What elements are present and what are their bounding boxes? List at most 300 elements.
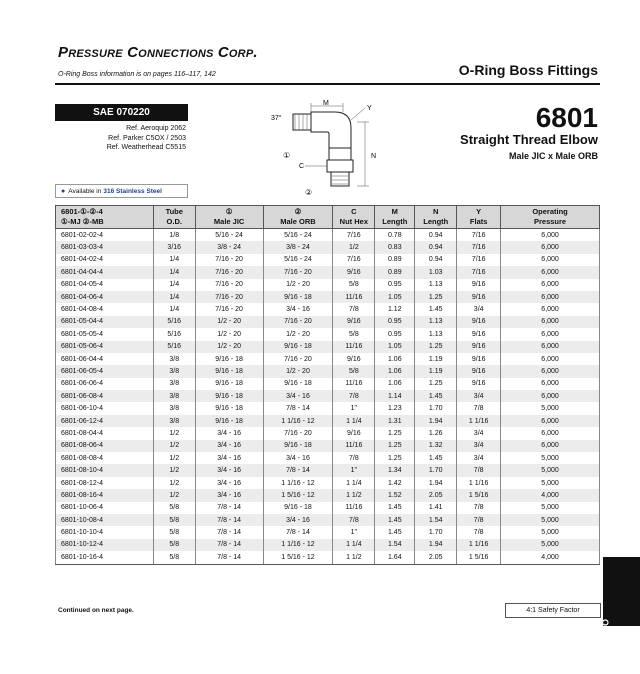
cell-male-orb: 5/16 - 24: [263, 254, 333, 266]
section-title: O-Ring Boss Fittings: [458, 62, 598, 78]
cell-nut-hex: 7/16: [333, 229, 375, 242]
table-row: [56, 514, 600, 526]
cell-male-orb: 3/4 - 16: [263, 452, 333, 464]
cell-flats-y: 7/8: [457, 402, 501, 414]
cell-nut-hex: 11/16: [333, 440, 375, 452]
col-header-hex: C Nut Hex: [333, 206, 375, 229]
info-note: O-Ring Boss information is on pages 116–117, 142: [58, 71, 216, 78]
cell-length-m: 1.45: [375, 526, 415, 538]
cell-nut-hex: 9/16: [333, 266, 375, 278]
cell-male-orb: 7/8 - 14: [263, 464, 333, 476]
cell-flats-y: 1 5/16: [457, 489, 501, 501]
cell-part-number: 6801-10-08-4: [56, 514, 154, 526]
cell-part-number: 6801-08-06-4: [56, 440, 154, 452]
cell-part-number: 6801-05-05-4: [56, 328, 154, 340]
cell-operating-pressure: 6,000: [501, 378, 600, 390]
cell-length-m: 1.05: [375, 291, 415, 303]
cell-operating-pressure: 6,000: [501, 390, 600, 402]
product-title: Straight Thread Elbow: [460, 132, 598, 147]
cell-flats-y: 9/16: [457, 365, 501, 377]
cell-flats-y: 7/8: [457, 502, 501, 514]
cell-flats-y: 7/16: [457, 254, 501, 266]
table-row: [56, 254, 600, 266]
cell-length-n: 1.45: [415, 390, 457, 402]
cell-length-n: 1.70: [415, 526, 457, 538]
cell-nut-hex: 7/8: [333, 390, 375, 402]
cell-flats-y: 1 1/16: [457, 415, 501, 427]
cell-flats-y: 7/16: [457, 229, 501, 242]
cell-nut-hex: 7/8: [333, 514, 375, 526]
cell-nut-hex: 1 1/4: [333, 415, 375, 427]
cell-part-number: 6801-04-06-4: [56, 291, 154, 303]
cell-male-jic: 7/16 - 20: [195, 254, 263, 266]
cell-operating-pressure: 5,000: [501, 464, 600, 476]
cell-male-orb: 1 1/16 - 12: [263, 539, 333, 551]
table-row: [56, 526, 600, 538]
cell-flats-y: 7/8: [457, 526, 501, 538]
table-row: [56, 464, 600, 476]
table-row: [56, 489, 600, 501]
cell-male-jic: 9/16 - 18: [195, 378, 263, 390]
cell-male-jic: 7/16 - 20: [195, 291, 263, 303]
table-row: [56, 341, 600, 353]
table-row: [56, 316, 600, 328]
cell-male-orb: 9/16 - 18: [263, 502, 333, 514]
cell-length-n: 1.19: [415, 365, 457, 377]
continued-note: Continued on next page.: [58, 607, 134, 614]
cell-operating-pressure: 4,000: [501, 489, 600, 501]
cell-male-orb: 7/8 - 14: [263, 402, 333, 414]
cell-length-m: 1.34: [375, 464, 415, 476]
cell-operating-pressure: 5,000: [501, 539, 600, 551]
cell-length-n: 0.94: [415, 254, 457, 266]
cell-tube-od: 5/8: [153, 551, 195, 564]
cell-flats-y: 1 1/16: [457, 477, 501, 489]
cell-male-orb: 7/16 - 20: [263, 427, 333, 439]
cell-male-orb: 9/16 - 18: [263, 440, 333, 452]
cell-tube-od: 3/8: [153, 378, 195, 390]
cell-male-jic: 9/16 - 18: [195, 402, 263, 414]
cell-flats-y: 9/16: [457, 279, 501, 291]
cell-tube-od: 5/8: [153, 539, 195, 551]
sae-label: SAE 070220: [55, 104, 188, 121]
cell-tube-od: 5/8: [153, 514, 195, 526]
table-row: [56, 427, 600, 439]
cell-operating-pressure: 4,000: [501, 551, 600, 564]
cell-operating-pressure: 6,000: [501, 353, 600, 365]
reference-line: Ref. Parker C5OX / 2503: [108, 134, 186, 142]
cell-male-jic: 7/8 - 14: [195, 539, 263, 551]
cell-tube-od: 3/8: [153, 353, 195, 365]
cell-tube-od: 5/8: [153, 526, 195, 538]
cell-part-number: 6801-06-04-4: [56, 353, 154, 365]
cell-length-n: 1.25: [415, 291, 457, 303]
cell-part-number: 6801-10-10-4: [56, 526, 154, 538]
spec-table: [55, 205, 600, 565]
cell-male-jic: 3/8 - 24: [195, 241, 263, 253]
cell-operating-pressure: 6,000: [501, 427, 600, 439]
cell-tube-od: 1/2: [153, 427, 195, 439]
cell-male-jic: 1/2 - 20: [195, 341, 263, 353]
col-header-orb: ② Male ORB: [263, 206, 333, 229]
cell-male-jic: 3/4 - 16: [195, 464, 263, 476]
cell-male-jic: 7/8 - 14: [195, 514, 263, 526]
y-label: Y: [367, 105, 372, 112]
table-row: [56, 452, 600, 464]
cell-tube-od: 1/4: [153, 266, 195, 278]
cell-flats-y: 1 5/16: [457, 551, 501, 564]
cell-length-n: 1.13: [415, 316, 457, 328]
cell-length-n: 0.94: [415, 241, 457, 253]
cell-male-jic: 7/8 - 14: [195, 526, 263, 538]
cell-length-n: 2.05: [415, 551, 457, 564]
part-number: 6801: [535, 102, 598, 133]
cell-tube-od: 5/16: [153, 341, 195, 353]
cell-part-number: 6801-08-16-4: [56, 489, 154, 501]
cell-nut-hex: 5/8: [333, 279, 375, 291]
table-row: [56, 390, 600, 402]
angle-label: 37°: [271, 115, 282, 122]
cell-male-orb: 9/16 - 18: [263, 291, 333, 303]
cell-length-n: 1.94: [415, 477, 457, 489]
cell-length-m: 1.45: [375, 502, 415, 514]
cell-nut-hex: 1": [333, 526, 375, 538]
cell-length-m: 1.06: [375, 353, 415, 365]
cell-length-n: 1.32: [415, 440, 457, 452]
cell-operating-pressure: 5,000: [501, 452, 600, 464]
cell-flats-y: 9/16: [457, 378, 501, 390]
table-row: [56, 365, 600, 377]
cell-tube-od: 5/16: [153, 316, 195, 328]
cell-nut-hex: 1 1/2: [333, 489, 375, 501]
col-header-y: Y Flats: [457, 206, 501, 229]
cell-operating-pressure: 6,000: [501, 241, 600, 253]
product-subtitle: Male JIC x Male ORB: [508, 151, 598, 161]
cell-tube-od: 1/4: [153, 291, 195, 303]
cell-nut-hex: 9/16: [333, 353, 375, 365]
cell-male-orb: 1 1/16 - 12: [263, 415, 333, 427]
cell-part-number: 6801-02-02-4: [56, 229, 154, 242]
cell-operating-pressure: 6,000: [501, 440, 600, 452]
cell-part-number: 6801-08-04-4: [56, 427, 154, 439]
cell-male-jic: 1/2 - 20: [195, 316, 263, 328]
cell-flats-y: 9/16: [457, 316, 501, 328]
port-two-label: ②: [305, 188, 313, 197]
cell-male-orb: 9/16 - 18: [263, 341, 333, 353]
cell-part-number: 6801-04-02-4: [56, 254, 154, 266]
cell-length-m: 1.12: [375, 303, 415, 315]
cell-length-m: 0.78: [375, 229, 415, 242]
cell-length-m: 0.89: [375, 266, 415, 278]
cell-nut-hex: 11/16: [333, 502, 375, 514]
cell-part-number: 6801-03-03-4: [56, 241, 154, 253]
cell-length-m: 1.25: [375, 452, 415, 464]
cell-nut-hex: 5/8: [333, 328, 375, 340]
cell-length-m: 1.45: [375, 514, 415, 526]
cell-male-jic: 3/4 - 16: [195, 440, 263, 452]
cell-nut-hex: 5/8: [333, 365, 375, 377]
cell-length-n: 1.19: [415, 353, 457, 365]
cell-part-number: 6801-10-06-4: [56, 502, 154, 514]
cell-male-orb: 5/16 - 24: [263, 229, 333, 242]
cell-length-m: 1.06: [375, 378, 415, 390]
cell-length-n: 1.70: [415, 402, 457, 414]
header-row: [56, 206, 600, 229]
cell-length-n: 2.05: [415, 489, 457, 501]
cell-tube-od: 1/2: [153, 452, 195, 464]
col-header-part: 6801-①-②-4 ①-MJ ②-MB: [56, 206, 154, 229]
table-row: [56, 328, 600, 340]
availability-material: 316 Stainless Steel: [103, 187, 162, 195]
cell-part-number: 6801-05-04-4: [56, 316, 154, 328]
cell-length-m: 1.64: [375, 551, 415, 564]
cell-length-m: 1.25: [375, 427, 415, 439]
reference-line: Ref. Aeroquip 2062: [126, 125, 186, 132]
cell-length-n: 1.45: [415, 303, 457, 315]
cell-length-n: 1.70: [415, 464, 457, 476]
safety-factor: 4:1 Safety Factor: [505, 603, 601, 618]
cell-male-jic: 3/4 - 16: [195, 452, 263, 464]
cell-length-m: 0.95: [375, 316, 415, 328]
cell-tube-od: 5/16: [153, 328, 195, 340]
col-header-pressure: Operating Pressure: [501, 206, 600, 229]
col-header-jic: ① Male JIC: [195, 206, 263, 229]
cell-operating-pressure: 6,000: [501, 316, 600, 328]
side-tab: [600, 557, 640, 674]
cell-flats-y: 9/16: [457, 353, 501, 365]
col-header-m: M Length: [375, 206, 415, 229]
cell-male-orb: 7/8 - 14: [263, 526, 333, 538]
cell-length-m: 0.83: [375, 241, 415, 253]
cell-male-jic: 9/16 - 18: [195, 365, 263, 377]
table-row: [56, 229, 600, 242]
table-row: [56, 279, 600, 291]
cell-part-number: 6801-10-16-4: [56, 551, 154, 564]
cell-male-jic: 7/16 - 20: [195, 303, 263, 315]
cell-length-m: 1.54: [375, 539, 415, 551]
cell-operating-pressure: 5,000: [501, 526, 600, 538]
cell-part-number: 6801-10-12-4: [56, 539, 154, 551]
cell-part-number: 6801-04-08-4: [56, 303, 154, 315]
cell-part-number: 6801-04-04-4: [56, 266, 154, 278]
cell-flats-y: 1 1/16: [457, 539, 501, 551]
company-name: Pressure Connections Corp.: [58, 44, 258, 61]
cell-tube-od: 1/2: [153, 489, 195, 501]
cell-nut-hex: 7/8: [333, 452, 375, 464]
cell-nut-hex: 1": [333, 402, 375, 414]
cell-nut-hex: 9/16: [333, 316, 375, 328]
cell-part-number: 6801-04-05-4: [56, 279, 154, 291]
bullet-icon: ●: [61, 187, 66, 195]
cell-tube-od: 3/8: [153, 415, 195, 427]
cell-male-orb: 7/16 - 20: [263, 316, 333, 328]
cell-length-m: 0.95: [375, 279, 415, 291]
cell-length-n: 1.13: [415, 279, 457, 291]
cell-part-number: 6801-06-10-4: [56, 402, 154, 414]
cell-tube-od: 1/2: [153, 464, 195, 476]
cell-male-jic: 7/8 - 14: [195, 502, 263, 514]
cell-flats-y: 3/4: [457, 390, 501, 402]
cell-tube-od: 1/4: [153, 254, 195, 266]
cell-length-m: 1.25: [375, 440, 415, 452]
cell-part-number: 6801-06-12-4: [56, 415, 154, 427]
cell-operating-pressure: 5,000: [501, 402, 600, 414]
cell-length-n: 1.13: [415, 328, 457, 340]
cell-male-jic: 7/16 - 20: [195, 279, 263, 291]
cell-male-orb: 1 5/16 - 12: [263, 489, 333, 501]
cell-tube-od: 3/16: [153, 241, 195, 253]
cell-length-n: 1.26: [415, 427, 457, 439]
cell-length-n: 1.54: [415, 514, 457, 526]
cell-operating-pressure: 6,000: [501, 266, 600, 278]
cell-male-orb: 1/2 - 20: [263, 279, 333, 291]
cell-male-orb: 7/16 - 20: [263, 266, 333, 278]
cell-part-number: 6801-08-10-4: [56, 464, 154, 476]
cell-operating-pressure: 6,000: [501, 415, 600, 427]
cell-nut-hex: 7/8: [333, 303, 375, 315]
n-label: N: [371, 153, 377, 160]
cell-male-jic: 5/16 - 24: [195, 229, 263, 242]
cell-part-number: 6801-08-08-4: [56, 452, 154, 464]
cell-operating-pressure: 5,000: [501, 514, 600, 526]
cell-part-number: 6801-06-08-4: [56, 390, 154, 402]
cell-male-orb: 1/2 - 20: [263, 328, 333, 340]
cell-tube-od: 3/8: [153, 390, 195, 402]
cell-length-n: 1.94: [415, 415, 457, 427]
cell-nut-hex: 1": [333, 464, 375, 476]
cell-flats-y: 3/4: [457, 452, 501, 464]
references: [55, 124, 188, 153]
cell-flats-y: 7/8: [457, 514, 501, 526]
cell-tube-od: 1/8: [153, 229, 195, 242]
reference-line: Ref. Weatherhead C5515: [106, 144, 186, 151]
cell-tube-od: 1/2: [153, 440, 195, 452]
table-row: [56, 477, 600, 489]
cell-operating-pressure: 6,000: [501, 254, 600, 266]
cell-part-number: 6801-06-05-4: [56, 365, 154, 377]
cell-length-m: 1.42: [375, 477, 415, 489]
cell-tube-od: 1/4: [153, 279, 195, 291]
table-row: [56, 291, 600, 303]
col-header-n: N Length: [415, 206, 457, 229]
cell-length-n: 1.94: [415, 539, 457, 551]
cell-tube-od: 3/8: [153, 365, 195, 377]
cell-flats-y: 9/16: [457, 291, 501, 303]
cell-length-n: 1.25: [415, 341, 457, 353]
cell-length-m: 1.52: [375, 489, 415, 501]
side-tab-label: O-Ring Boss: [600, 619, 610, 674]
cell-male-jic: 7/8 - 14: [195, 551, 263, 564]
table-row: [56, 551, 600, 564]
cell-male-jic: 1/2 - 20: [195, 328, 263, 340]
cell-operating-pressure: 6,000: [501, 229, 600, 242]
cell-nut-hex: 1/2: [333, 241, 375, 253]
cell-operating-pressure: 5,000: [501, 502, 600, 514]
cell-nut-hex: 1 1/2: [333, 551, 375, 564]
cell-length-m: 1.14: [375, 390, 415, 402]
table-row: [56, 502, 600, 514]
table-row: [56, 415, 600, 427]
cell-nut-hex: 1 1/4: [333, 477, 375, 489]
cell-nut-hex: 11/16: [333, 378, 375, 390]
cell-length-m: 1.06: [375, 365, 415, 377]
table-row: [56, 241, 600, 253]
cell-flats-y: 9/16: [457, 328, 501, 340]
cell-male-jic: 9/16 - 18: [195, 353, 263, 365]
cell-male-jic: 3/4 - 16: [195, 477, 263, 489]
cell-flats-y: 3/4: [457, 440, 501, 452]
cell-male-orb: 9/16 - 18: [263, 378, 333, 390]
cell-nut-hex: 11/16: [333, 291, 375, 303]
cell-nut-hex: 9/16: [333, 427, 375, 439]
cell-male-jic: 3/4 - 16: [195, 427, 263, 439]
col-header-tube: Tube O.D.: [153, 206, 195, 229]
table-row: [56, 353, 600, 365]
cell-part-number: 6801-05-06-4: [56, 341, 154, 353]
cell-tube-od: 1/4: [153, 303, 195, 315]
port-one-label: ①: [283, 151, 291, 160]
cell-length-m: 1.31: [375, 415, 415, 427]
table-row: [56, 402, 600, 414]
table-row: [56, 378, 600, 390]
cell-length-n: 1.41: [415, 502, 457, 514]
header-rule: [55, 83, 600, 85]
cell-length-n: 1.03: [415, 266, 457, 278]
cell-length-n: 1.25: [415, 378, 457, 390]
cell-male-orb: 7/16 - 20: [263, 353, 333, 365]
cell-length-m: 0.89: [375, 254, 415, 266]
availability-prefix: Available in: [68, 187, 102, 195]
cell-male-orb: 1/2 - 20: [263, 365, 333, 377]
cell-flats-y: 7/16: [457, 266, 501, 278]
cell-length-n: 0.94: [415, 229, 457, 242]
elbow-diagram: [265, 100, 395, 200]
c-label: C: [299, 163, 305, 170]
cell-flats-y: 3/4: [457, 427, 501, 439]
cell-tube-od: 5/8: [153, 502, 195, 514]
cell-tube-od: 3/8: [153, 402, 195, 414]
table-row: [56, 266, 600, 278]
cell-length-m: 1.23: [375, 402, 415, 414]
cell-length-m: 1.05: [375, 341, 415, 353]
cell-part-number: 6801-06-06-4: [56, 378, 154, 390]
cell-male-jic: 7/16 - 20: [195, 266, 263, 278]
cell-nut-hex: 1 1/4: [333, 539, 375, 551]
cell-tube-od: 1/2: [153, 477, 195, 489]
cell-operating-pressure: 6,000: [501, 365, 600, 377]
cell-part-number: 6801-08-12-4: [56, 477, 154, 489]
cell-male-orb: 3/4 - 16: [263, 390, 333, 402]
cell-length-m: 0.95: [375, 328, 415, 340]
cell-male-jic: 9/16 - 18: [195, 415, 263, 427]
cell-flats-y: 3/4: [457, 303, 501, 315]
table-row: [56, 539, 600, 551]
cell-male-jic: 3/4 - 16: [195, 489, 263, 501]
cell-nut-hex: 11/16: [333, 341, 375, 353]
availability-note: [55, 184, 188, 198]
cell-flats-y: 7/8: [457, 464, 501, 476]
cell-operating-pressure: 6,000: [501, 303, 600, 315]
m-label: M: [323, 100, 329, 107]
cell-male-orb: 3/4 - 16: [263, 303, 333, 315]
cell-male-orb: 3/4 - 16: [263, 514, 333, 526]
cell-flats-y: 9/16: [457, 341, 501, 353]
cell-operating-pressure: 6,000: [501, 291, 600, 303]
cell-operating-pressure: 6,000: [501, 279, 600, 291]
table-row: [56, 303, 600, 315]
cell-male-jic: 9/16 - 18: [195, 390, 263, 402]
cell-operating-pressure: 5,000: [501, 477, 600, 489]
